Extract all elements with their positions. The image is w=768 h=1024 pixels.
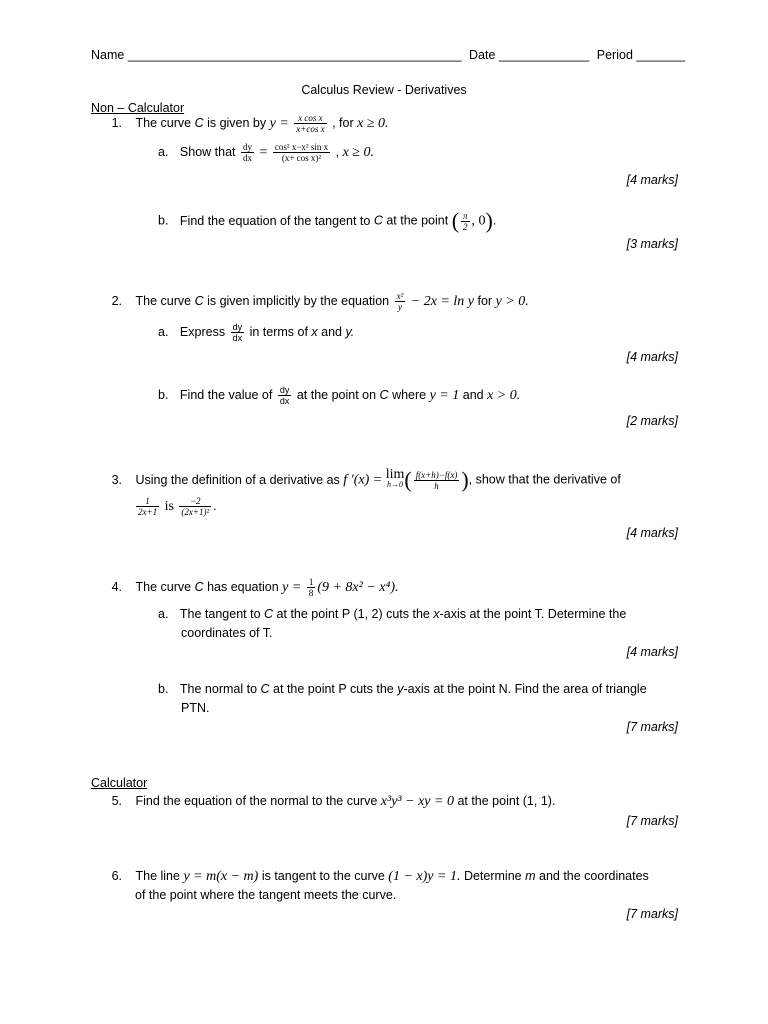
q2b-text: at the point on [296, 387, 377, 402]
fraction [414, 470, 460, 491]
q1-text [135, 113, 389, 134]
fraction-numerator: dy [279, 385, 290, 395]
variable: m [525, 869, 536, 883]
variable: y. [345, 324, 355, 339]
q3-text: Using the definition of a derivative as [135, 472, 340, 487]
curve-label: C [260, 682, 270, 696]
math-expression: x ≥ 0. [342, 144, 374, 160]
q4b-text: at the point P cuts the [273, 682, 394, 696]
q3-text: , show that the derivative of [468, 472, 621, 487]
math-expression: = [259, 144, 268, 160]
math-expression: x > 0. [487, 387, 521, 403]
fraction-denominator: 8 [308, 588, 314, 598]
fraction-denominator: y [397, 302, 402, 312]
curve-label: C [194, 293, 204, 308]
fraction-denominator: dx [232, 333, 243, 343]
fraction [273, 142, 330, 163]
q4a-text: -axis at the point T. Determine the [439, 607, 627, 621]
q6-text: and the coordinates [539, 869, 649, 883]
marks-label: [7 marks] [626, 907, 678, 921]
math-expression: x³y³ − xy = 0 [380, 794, 454, 809]
question-1a [158, 142, 374, 163]
limit-subscript: h→0 [387, 480, 404, 490]
header-line [91, 48, 685, 63]
q1b-text: at the point [386, 213, 449, 228]
marks-label: [4 marks] [626, 526, 678, 540]
math-expression: − 2x = ln y [410, 293, 475, 309]
paren-open: ( [404, 467, 412, 492]
math-expression: y > 0. [495, 293, 529, 309]
q5-text: at the point (1, 1). [457, 794, 556, 808]
curve-label: C [194, 115, 204, 130]
marks-label: [2 marks] [626, 414, 678, 428]
q1a-text: Show that [179, 144, 236, 159]
fraction [294, 113, 326, 134]
part-label: b. [158, 682, 169, 696]
period-field[interactable]: _______ [636, 48, 686, 62]
q5-text: Find the equation of the normal to the curve [135, 794, 378, 808]
q1a-text: , [335, 144, 340, 159]
derivative-fraction [241, 142, 254, 163]
fraction-denominator: dx [279, 396, 290, 406]
part-label: a. [158, 324, 169, 339]
fraction-numerator: 1 [308, 577, 314, 587]
fraction-numerator: x cos x [294, 113, 326, 124]
fraction-denominator: x+cos x [296, 124, 325, 134]
marks-label: [7 marks] [626, 720, 678, 734]
date-field[interactable]: _____________ [498, 48, 590, 62]
variable: x [311, 324, 318, 339]
fraction [307, 577, 316, 598]
question-number: 2. [111, 293, 122, 308]
q4-text: The curve [135, 579, 192, 594]
q2-text: The curve [135, 293, 192, 308]
fraction-numerator: π [463, 210, 468, 221]
part-label: a. [158, 607, 169, 621]
question-4 [102, 577, 399, 598]
question-number: 4. [111, 579, 122, 594]
q3-text: is [164, 498, 174, 514]
q4a-text-line-2: coordinates of T. [181, 626, 273, 640]
fraction [395, 291, 406, 312]
q2a-text: in terms of [249, 324, 308, 339]
q2-text: is given implicitly by the equation [207, 293, 390, 308]
fraction-denominator: h [434, 480, 439, 491]
q2b-text: Find the value of [179, 387, 273, 402]
question-number: 6. [111, 869, 122, 883]
limit-operator: lim [385, 467, 405, 483]
q2a-text: Express [179, 324, 226, 339]
fraction-denominator: 2 [463, 221, 468, 232]
question-number: 5. [111, 794, 122, 808]
paren-close: ) [485, 208, 493, 233]
math-expression: , 0 [471, 213, 486, 229]
derivative-fraction [231, 322, 245, 343]
fraction-numerator: 1 [136, 496, 159, 507]
question-2 [102, 291, 529, 312]
q6-text-line-2: of the point where the tangent meets the curve. [135, 888, 397, 902]
fraction-numerator: cos² x−x² sin x [274, 142, 329, 152]
math-expression: y = [269, 115, 289, 131]
math-expression: y = m(x − m) [183, 869, 259, 884]
q4b-text: The normal to [179, 682, 258, 696]
period-label: Period [596, 48, 633, 62]
punctuation: . [492, 213, 497, 228]
question-2b [158, 385, 520, 406]
q4a-text: The tangent to [179, 607, 261, 621]
q4a-text: at the point P (1, 2) cuts the [276, 607, 430, 621]
question-3-line-2 [134, 496, 217, 517]
curve-label: C [379, 387, 389, 402]
q2b-text: and [462, 387, 484, 402]
q1-text-part: is given by [207, 115, 267, 130]
question-4b [158, 682, 647, 697]
q2a-text: and [321, 324, 342, 339]
question-number: 1. [111, 115, 122, 130]
paren-close: ) [461, 467, 469, 492]
q4-text: has equation [207, 579, 279, 594]
name-field[interactable]: ________________________________________________ [127, 48, 462, 62]
q4b-text: -axis at the point N. Find the area of triangle [403, 682, 647, 696]
fraction-numerator: −2 [179, 496, 211, 507]
curve-label: C [373, 213, 383, 228]
math-expression: f ′(x) = [343, 472, 383, 488]
page-title: Calculus Review - Derivatives [301, 83, 467, 97]
paren-open: ( [451, 208, 460, 233]
part-label: a. [158, 144, 169, 159]
fraction-denominator: dx [243, 153, 252, 163]
q4b-text-line-2: PTN. [181, 701, 210, 715]
q6-text: Determine [463, 869, 522, 883]
fraction [136, 496, 159, 517]
fraction-denominator: 2x+1 [138, 507, 158, 517]
q6-text: is tangent to the curve [261, 869, 385, 883]
question-2a [158, 322, 354, 343]
marks-label: [3 marks] [626, 237, 678, 251]
date-label: Date [469, 48, 496, 62]
part-label: b. [158, 387, 169, 402]
curve-label: C [194, 579, 204, 594]
section-heading-non-calculator: Non – Calculator [91, 101, 185, 115]
marks-label: [4 marks] [626, 173, 678, 187]
q1b-text: Find the equation of the tangent to [179, 213, 371, 228]
fraction-denominator: (2x+1)² [181, 507, 210, 517]
fraction-numerator: dy [232, 322, 243, 332]
punctuation: . [213, 498, 217, 513]
question-6 [102, 869, 649, 886]
marks-label: [7 marks] [626, 814, 678, 828]
fraction-numerator: x² [396, 291, 404, 301]
part-label: b. [158, 213, 169, 228]
name-label: Name [91, 48, 125, 62]
fraction [461, 211, 470, 232]
derivative-fraction [278, 385, 292, 406]
q6-text: The line [135, 869, 180, 883]
fraction-numerator: dy [243, 142, 252, 152]
section-heading-calculator: Calculator [91, 776, 148, 790]
fraction-numerator: f(x+h)−f(x) [415, 469, 458, 480]
variable: x [433, 607, 440, 621]
question-5 [102, 794, 555, 811]
math-expression: (1 − x)y = 1. [388, 869, 461, 884]
curve-label: C [264, 607, 274, 621]
question-4a [158, 607, 626, 622]
question-1 [102, 113, 389, 134]
limit [385, 467, 405, 490]
math-expression: y = 1 [429, 387, 460, 403]
marks-label: [4 marks] [626, 350, 678, 364]
q1-text-part: The curve [135, 115, 192, 130]
fraction-denominator: (x+ cos x)² [281, 153, 322, 163]
math-expression: y = [282, 579, 302, 595]
q2-text: for [477, 293, 493, 308]
question-1b [158, 208, 496, 234]
fraction [179, 496, 211, 517]
q2b-text: where [392, 387, 427, 402]
question-number: 3. [111, 472, 122, 487]
q1-text-part: , for [332, 115, 354, 130]
variable: y [397, 682, 404, 696]
math-expression: x ≥ 0. [357, 115, 389, 131]
marks-label: [4 marks] [626, 645, 678, 659]
question-3 [102, 467, 621, 493]
math-expression: (9 + 8x² − x⁴). [317, 579, 399, 595]
